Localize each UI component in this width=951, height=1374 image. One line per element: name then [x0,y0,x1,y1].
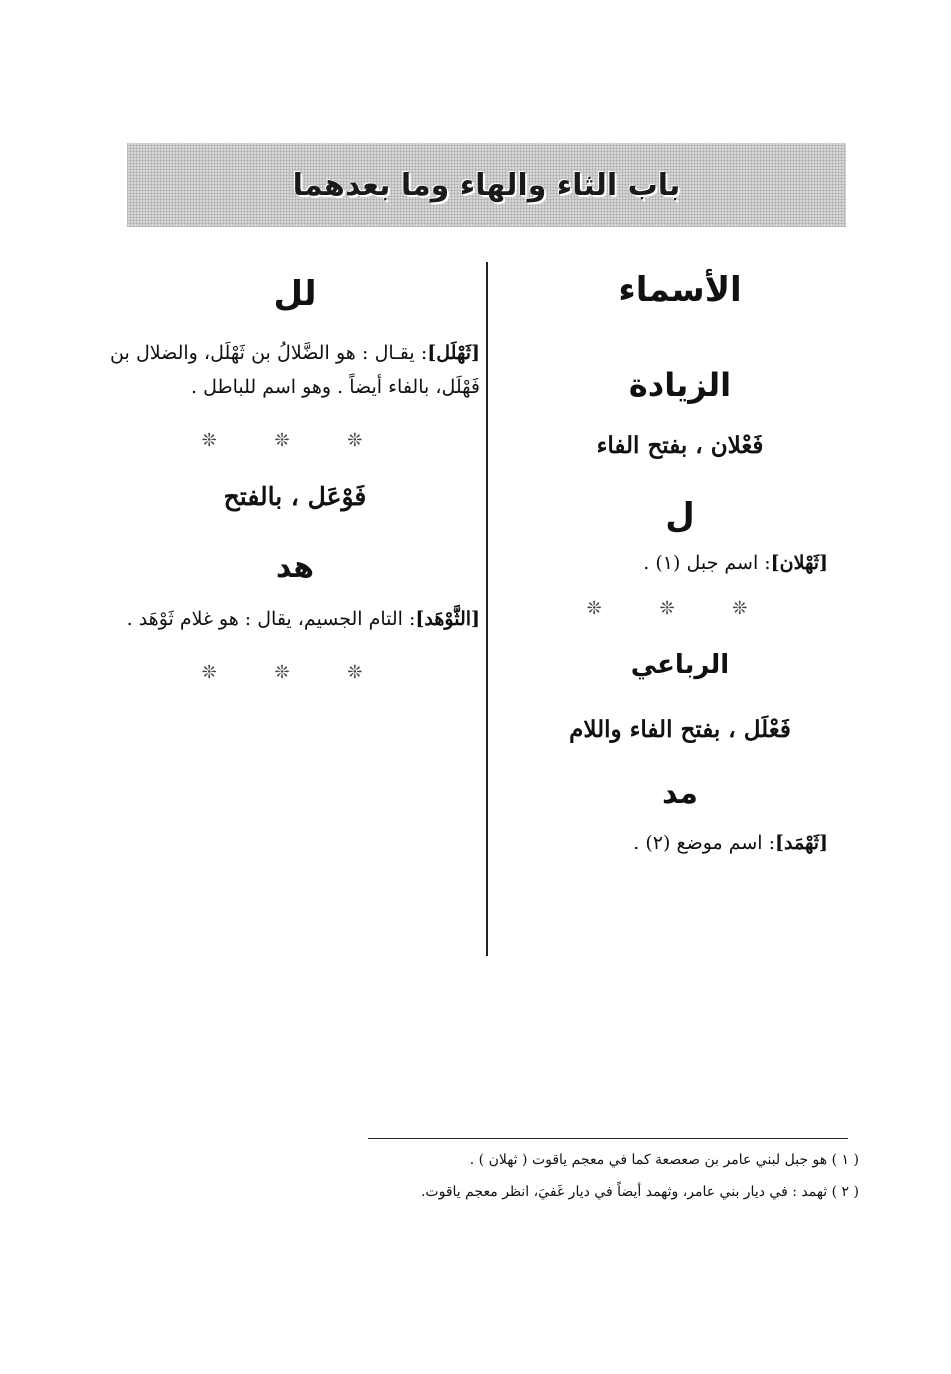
left-column [110,262,480,702]
entry-1-term: [ثَهْلان] [770,552,828,574]
chapter-banner [127,143,846,227]
entry-thahlal-text: : يقـال : هو الضَّلالُ بن ثَهْلَل، والضلال بن فَهْلَل، بالفاء أيضاً . وهو اسم للباطل . [110,342,480,398]
separator-stars-1: ❊ ❊ ❊ [586,598,774,619]
entry-thahlal [110,336,480,404]
entry-thawhad-text: : التام الجسيم، يقال : هو غلام ثَوْهَد . [126,608,416,630]
footnote-2: ( ٢ ) ثهمد : في ديار بني عامر، وثهمد أيضاً في ديار غَفيَ، انظر معجم ياقوت. [420,1184,859,1200]
right-column [520,270,840,860]
subsection-heading-2: الرباعي [630,650,730,680]
entry-thawhad [110,602,480,636]
root-heading-1: ل [665,496,695,536]
chapter-title: باب الثاء والهاء وما بعدهما [292,167,681,203]
pattern-heading-1: فَعْلان ، بفتح الفاء [596,432,764,459]
column-divider [486,262,488,956]
separator-stars-3: ❊ ❊ ❊ [201,662,389,683]
separator-stars-2: ❊ ❊ ❊ [201,430,389,451]
root-heading-hd: هد [275,550,315,585]
entry-2-text: : اسم موضع (٢) . [633,832,776,854]
entry-thawhad-term: [الثَّوْهَد] [415,608,480,630]
entry-2 [520,826,840,860]
section-heading: الأسماء [618,270,742,310]
root-heading-ll: لل [273,274,317,314]
entry-2-term: [ثَهْمَد] [775,832,828,854]
footnote-1: ( ١ ) هو جبل لبني عامر بن صعصعة كما في معجم ياقوت ( ثهلان ) . [469,1152,859,1168]
entry-1-text: : اسم جبل (١) . [643,552,771,574]
entry-1 [520,546,840,580]
pattern-heading-2: فَعْلَل ، بفتح الفاء واللام [569,716,791,743]
root-heading-2: مد [662,776,698,811]
entry-thahlal-term: [ثَهْلَل] [427,342,480,364]
footnote-rule [368,1138,848,1139]
pattern-heading-faw3al: فَوْعَل ، بالفتح [223,482,367,511]
subsection-heading: الزيادة [628,366,732,404]
